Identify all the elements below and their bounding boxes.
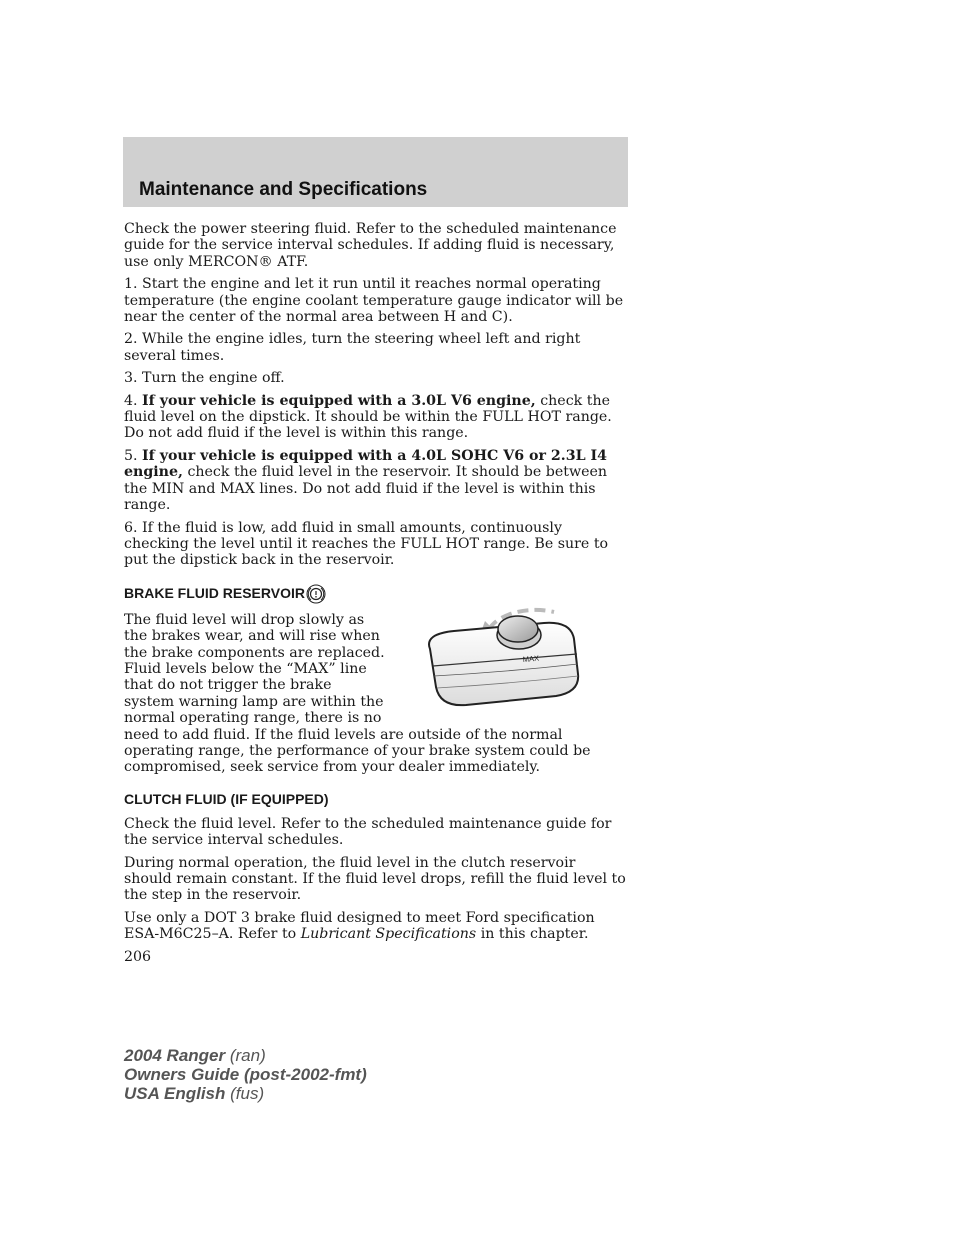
clutch-p1: Check the fluid level. Refer to the scheduled maintenance guide for the service interval schedules. [124,815,612,849]
footer [124,1046,367,1103]
step-4-number: 4. [124,392,143,409]
power-steering-intro: Check the power steering fluid. Refer to the scheduled maintenance guide for the service interval schedules. If adding fluid is necessary, use only MERCON® ATF. [124,221,617,270]
brake-reservoir-figure [394,604,644,716]
step-4-text: check the fluid level on the dipstick. It should be within the FULL HOT range. Do not add fluid if the level is within this range. [124,392,612,442]
page-title: Maintenance and Specifications [139,179,428,200]
clutch-fluid-heading: CLUTCH FLUID (IF EQUIPPED) [124,790,329,807]
step-4-condition: If your vehicle is equipped with a 3.0L V6 engine, [142,392,536,409]
step-5 [124,448,626,514]
footer-line-3 [124,1084,367,1103]
step-5-number: 5. [124,447,143,464]
step-4 [124,393,626,442]
footer-language: USA English [124,1084,226,1103]
brake-fluid-body: The fluid level will drop slowly as the brakes wear, and will rise when the brake components are replaced. Fluid levels below the “MAX” line that do not trigger the brake system warning lamp are within the normal operating range, there is no need to add fluid. If the fluid levels are outside of the normal operating range, the performance of your brake system could be compromised, seek service from your dealer immediately. [124,611,591,776]
clutch-p3 [124,910,626,943]
page-number: 206 [124,948,152,965]
main-content [124,221,626,971]
clutch-p3-start: Use only a DOT 3 brake fluid designed to meet Ford specification ESA-M6C25–A. Refer to [124,909,595,943]
clutch-p2: During normal operation, the fluid level in the clutch reservoir should remain constant. If the fluid level drops, refill the fluid level to the step in the reservoir. [124,854,626,904]
step-5-text: check the fluid level in the reservoir. It should be between the MIN and MAX lines. Do not add fluid if the level is within this range. [124,464,608,514]
step-2: 2. While the engine idles, turn the steering wheel left and right several times. [124,331,581,364]
footer-model-code: (ran) [225,1046,266,1065]
max-line-label: MAX [522,653,540,664]
footer-line-1 [124,1046,367,1065]
footer-language-code: (fus) [225,1084,265,1103]
footer-model: 2004 Ranger [124,1046,226,1065]
step-1: 1. Start the engine and let it run until it reaches normal operating temperature (the engine coolant temperature gauge indicator will be near the center of the normal area between H and C). [124,276,624,326]
section-header [123,137,628,207]
brake-fluid-heading [124,584,626,604]
footer-line-2 [124,1065,367,1084]
step-3: 3. Turn the engine off. [124,370,285,387]
footer-guide: Owners Guide (post-2002-fmt) [124,1065,367,1084]
step-5-condition: If your vehicle is equipped with a 4.0L SOHC V6 or 2.3L I4 engine, [124,447,608,481]
step-6: 6. If the fluid is low, add fluid in small amounts, continuously checking the level until it reaches the FULL HOT range. Be sure to put the dipstick back in the reservoir. [124,519,609,569]
brake-warning-icon [306,584,326,604]
clutch-p3-end: in this chapter. [476,926,589,943]
lubricant-spec-reference: Lubricant Specifications [300,926,477,943]
brake-heading-text: BRAKE FLUID RESERVOIR [124,585,305,602]
